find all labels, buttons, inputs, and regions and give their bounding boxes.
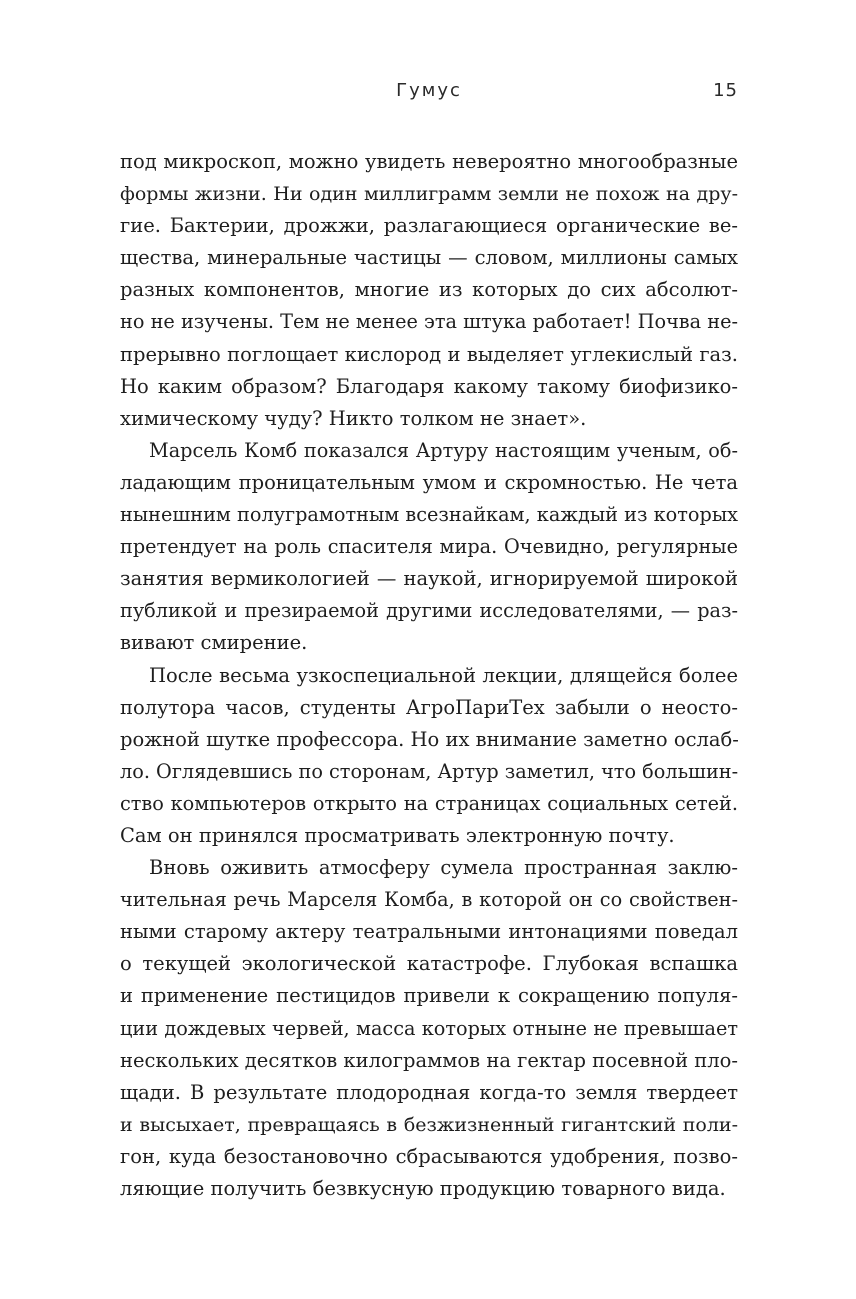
text-line: ции дождевых червей, масса которых отныне не превышает bbox=[120, 1016, 738, 1040]
text-line: химическому чуду? Никто толком не знает». bbox=[120, 406, 587, 430]
paragraph bbox=[120, 852, 738, 1205]
text-line: вивают смирение. bbox=[120, 631, 308, 655]
text-line: ляющие получить безвкусную продукцию товарного вида. bbox=[120, 1177, 726, 1200]
text-line: рожной шутке профессора. Но их внимание заметно ослаб- bbox=[120, 727, 739, 751]
text-line: но не изучены. Тем не менее эта штука работает! Почва не- bbox=[120, 310, 738, 334]
text-line: о текущей экологической катастрофе. Глубокая вспашка bbox=[120, 952, 738, 976]
text-line: и применение пестицидов привели к сокращению популя- bbox=[120, 984, 738, 1008]
text-line: щества, минеральные частицы — словом, миллионы самых bbox=[120, 246, 738, 270]
text-line: ными старому актеру театральными интонациями поведал bbox=[120, 920, 738, 944]
text-line: Марсель Комб показался Артуру настоящим ученым, об- bbox=[149, 438, 738, 462]
text-line: претендует на роль спасителя мира. Очевидно, регулярные bbox=[120, 535, 738, 559]
page-number: 15 bbox=[713, 80, 738, 101]
text-line: полутора часов, студенты АгроПариТех забыли о неосто- bbox=[120, 695, 738, 719]
text-line: После весьма узкоспециальной лекции, длящейся более bbox=[149, 663, 738, 687]
text-line: ло. Оглядевшись по сторонам, Артур заметил, что большин- bbox=[120, 759, 739, 783]
text-line: щади. В результате плодородная когда-то земля твердеет bbox=[120, 1080, 738, 1104]
paragraph bbox=[120, 146, 738, 435]
text-line: Сам он принялся просматривать электронную почту. bbox=[120, 823, 675, 847]
text-line: гие. Бактерии, дрожжи, разлагающиеся органические ве- bbox=[120, 214, 738, 238]
text-line: чительная речь Марселя Комба, в которой он со свойствен- bbox=[120, 888, 738, 912]
paragraph bbox=[120, 660, 738, 853]
text-line: ство компьютеров открыто на страницах социальных сетей. bbox=[120, 791, 738, 815]
text-line: нынешним полуграмотным всезнайкам, каждый из которых bbox=[120, 503, 738, 527]
text-line: ладающим проницательным умом и скромностью. Не чета bbox=[120, 470, 738, 494]
text-line: гон, куда безостановочно сбрасываются удобрения, позво- bbox=[120, 1144, 738, 1168]
text-line: прерывно поглощает кислород и выделяет углекислый газ. bbox=[120, 342, 738, 366]
running-head bbox=[120, 80, 738, 106]
text-line: занятия вермикологией — наукой, игнорируемой широкой bbox=[120, 567, 738, 591]
text-line: Но каким образом? Благодаря какому такому биофизико- bbox=[120, 374, 738, 398]
text-line: нескольких десятков килограммов на гектар посевной пло- bbox=[120, 1048, 739, 1072]
text-line: формы жизни. Ни один миллиграмм земли не похож на дру- bbox=[120, 183, 738, 206]
text-line: под микроскоп, можно увидеть невероятно многообразные bbox=[120, 150, 738, 173]
text-line: разных компонентов, многие из которых до сих абсолют- bbox=[120, 278, 738, 302]
text-line: Вновь оживить атмосферу сумела пространная заклю- bbox=[149, 856, 738, 880]
text-line: и высыхает, превращаясь в безжизненный гигантский поли- bbox=[120, 1113, 738, 1136]
text-line: публикой и презираемой другими исследователями, — раз- bbox=[120, 599, 738, 623]
running-title: Гумус bbox=[396, 80, 462, 101]
paragraph bbox=[120, 435, 738, 660]
body-text bbox=[120, 146, 738, 1205]
